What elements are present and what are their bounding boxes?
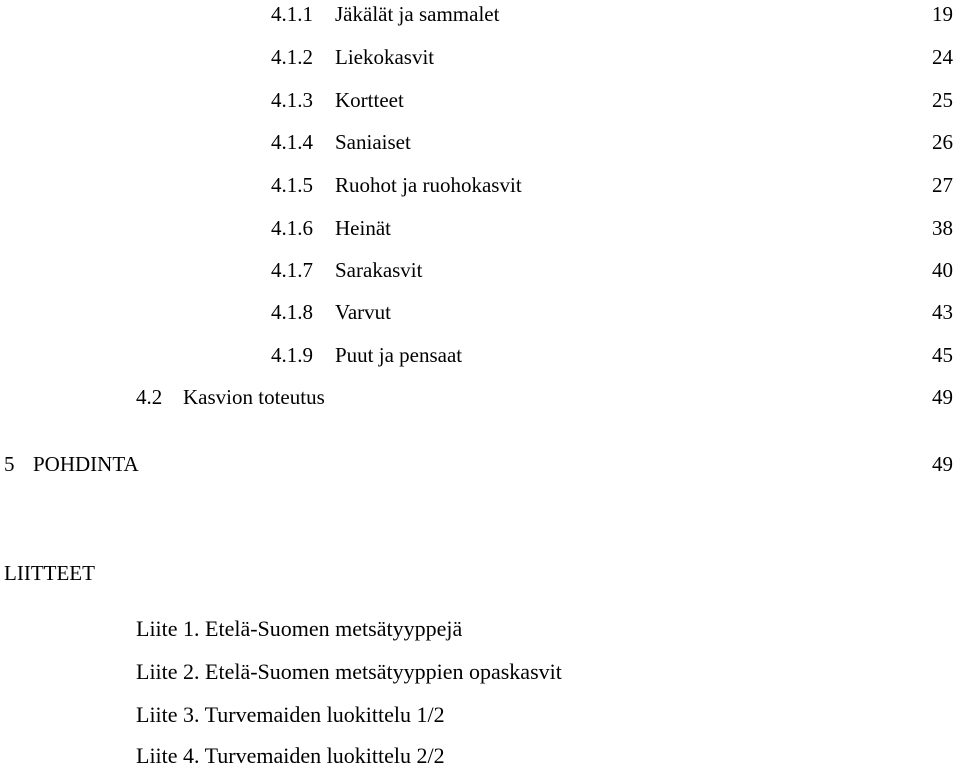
toc-entry-page: 43 <box>932 300 953 324</box>
toc-entry-page: 25 <box>932 88 953 112</box>
toc-entry-title: Saniaiset <box>335 130 411 154</box>
appendix-item[interactable]: Liite 1. Etelä-Suomen metsätyyppejä <box>136 616 463 641</box>
toc-entry-page: 45 <box>932 343 953 367</box>
toc-entry-page: 40 <box>932 258 953 282</box>
appendix-item[interactable]: Liite 2. Etelä-Suomen metsätyyppien opaskasvit <box>136 659 562 684</box>
toc-entry-number: 4.1.8 <box>271 300 313 324</box>
toc-entry-title: Heinät <box>335 216 391 240</box>
toc-entry-page: 38 <box>932 216 953 240</box>
toc-entry-number: 5 <box>4 452 15 476</box>
toc-entry-title: Ruohot ja ruohokasvit <box>335 173 522 197</box>
toc-entry-page: 49 <box>932 452 953 476</box>
toc-entry-title: Jäkälät ja sammalet <box>335 2 500 26</box>
toc-entry-title: Kasvion toteutus <box>183 385 325 409</box>
toc-entry-title: Varvut <box>335 300 391 324</box>
toc-entry-number: 4.1.9 <box>271 343 313 367</box>
toc-entry-page: 19 <box>932 2 953 26</box>
toc-entry-page: 49 <box>932 385 953 409</box>
toc-entry-number: 4.1.7 <box>271 258 313 282</box>
appendices-heading: LIITTEET <box>4 561 95 585</box>
toc-entry-page: 24 <box>932 45 953 69</box>
toc-entry-number: 4.1.2 <box>271 45 313 69</box>
toc-entry-page: 26 <box>932 130 953 154</box>
appendix-item[interactable]: Liite 4. Turvemaiden luokittelu 2/2 <box>136 743 445 768</box>
toc-entry-number: 4.2 <box>136 385 163 409</box>
toc-entry-number: 4.1.1 <box>271 2 313 26</box>
toc-entry-title: POHDINTA <box>33 452 139 476</box>
toc-entry-title: Kortteet <box>335 88 404 112</box>
toc-entry-title: Sarakasvit <box>335 258 423 282</box>
toc-entry-title: Liekokasvit <box>335 45 435 69</box>
toc-entry-page: 27 <box>932 173 953 197</box>
toc-entry-number: 4.1.5 <box>271 173 313 197</box>
toc-entry-number: 4.1.6 <box>271 216 313 240</box>
toc-entry-title: Puut ja pensaat <box>335 343 463 367</box>
toc-entry-number: 4.1.4 <box>271 130 313 154</box>
toc-entry-number: 4.1.3 <box>271 88 313 112</box>
appendix-item[interactable]: Liite 3. Turvemaiden luokittelu 1/2 <box>136 702 445 727</box>
